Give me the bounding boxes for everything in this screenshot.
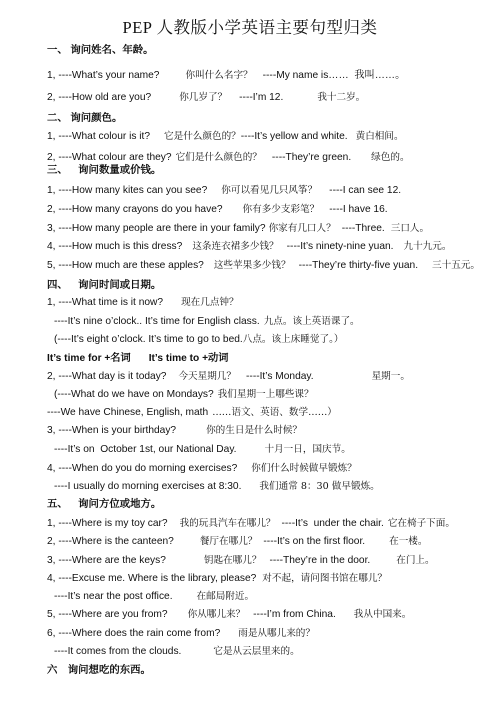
answer-text: ----They’re in the door. (269, 555, 371, 566)
sentence-line (47, 238, 480, 256)
answer-text: ----It’s yellow and white. (240, 131, 348, 142)
document-title: PEP 人教版小学英语主要句型归类 (122, 18, 378, 37)
sentence-line (54, 386, 480, 404)
translation-text: 今天星期几？ (178, 371, 237, 382)
question-text: 2, ----What day is it today? (47, 371, 167, 382)
translation-text: 雨是从哪儿来的？ (238, 628, 315, 639)
translation-text: 你们什么时候做早锻炼？ (251, 463, 357, 474)
translation-text: 十月一日，国庆节。 (264, 444, 351, 455)
answer-text: (----It’s eight o’clock. It’s time to go to bed. (54, 334, 243, 345)
section-heading-food: 六 询问想吃的东西。 (47, 665, 151, 676)
translation-text: 你有多少支彩笔？ (242, 204, 320, 215)
answer-text: ----Three. (341, 223, 385, 234)
translation-text: 你从哪儿来？ (187, 609, 246, 620)
translation-text: 我从中国来。 (353, 609, 412, 620)
section-heading-location: 五、 询问方位或地方。 (47, 499, 162, 510)
question-text: 4, ----When do you do morning exercises? (47, 463, 238, 474)
sentence-line (47, 294, 480, 312)
answer-text: ----My name is…… 我叫……。 (262, 70, 406, 81)
question-text: 3, ----When is your birthday? (47, 425, 177, 436)
sentence-line (54, 331, 480, 349)
section-heading-color: 二、 询问颜色。 (47, 113, 123, 124)
translation-text: 我的玩具汽车在哪儿？ (179, 518, 276, 529)
sentence-line (47, 201, 480, 219)
translation-text: 绿色的。 (371, 152, 410, 163)
sentence-line (54, 643, 480, 661)
sentence-line (47, 552, 480, 570)
translation-text: 对不起，请问图书馆在哪儿？ (262, 573, 388, 584)
translation-text: 在邮局附近。 (196, 591, 255, 602)
question-text: 4, ----Excuse me. Where is the library, please? (47, 573, 257, 584)
translation-text: 九十九元。 (403, 241, 452, 252)
translation-text: 你家有几口人？ (268, 223, 336, 234)
translation-text: 你可以看见几只风筝？ (221, 185, 318, 196)
question-text: 5, ----Where are you from? (47, 609, 168, 620)
translation-text: 九点。该上英语课了。 (263, 316, 360, 327)
translation-text: 这条连衣裙多少钱？ (192, 241, 279, 252)
section-heading-name-age: 一、 询问姓名、年龄。 (47, 45, 154, 56)
grammar-rule-text: It’s time for +名词 (47, 353, 131, 364)
translation-text: 现在几点钟？ (181, 297, 239, 308)
sentence-line (54, 313, 480, 331)
question-text: 1, ----What colour is it? (47, 131, 151, 142)
translation-text: 我们通常 8：30 做早锻炼。 (259, 481, 380, 492)
sentence-line (47, 368, 480, 386)
translation-text: 黄白相间。 (355, 131, 404, 142)
translation-text: 我们星期一上哪些课？ (217, 389, 314, 400)
translation-text: 它是从云层里来的。 (213, 646, 300, 657)
translation-text: 这些苹果多少钱？ (213, 260, 291, 271)
question-text: 1, ----What time is it now? (47, 297, 164, 308)
answer-text: ----It’s near the post office. (54, 591, 173, 602)
question-text: 3, ----Where are the keys? (47, 555, 166, 566)
answer-text: ----We have Chinese, English, math (47, 407, 209, 418)
question-text: 5, ----How much are these apples? (47, 260, 204, 271)
sentence-line (47, 422, 480, 440)
question-text: 1, ----Where is my toy car? (47, 518, 168, 529)
grammar-rule-text: It’s time to +动词 (148, 353, 229, 364)
translation-text: 三口人。 (390, 223, 430, 234)
sentence-line (47, 625, 480, 643)
answer-text: ----I can see 12. (329, 185, 402, 196)
translation-text: 你几岁了？ (179, 92, 228, 103)
question-text: 2, ----How old are you? (47, 92, 152, 103)
translation-text: 钥匙在哪儿？ (203, 555, 262, 566)
translation-text: ……语文、英语、数学……） (212, 407, 337, 418)
sentence-line (47, 515, 480, 533)
question-text: 3, ----How many people are there in your family? (47, 223, 266, 234)
sentence-line (47, 220, 480, 238)
question-text: 1, ----What’s your name? (47, 70, 160, 81)
sentence-line (47, 67, 480, 85)
translation-text: 你叫什么名字？ (185, 70, 253, 81)
answer-text: ----I’m 12. (239, 92, 284, 103)
sentence-line (54, 441, 480, 459)
translation-text: 它是什么颜色的？ (164, 131, 241, 142)
translation-text: 八点。该上床睡觉了。） (242, 334, 344, 345)
answer-text: ----It’s under the chair. (281, 518, 384, 529)
question-text: 6, ----Where does the rain come from? (47, 628, 221, 639)
translation-text: 在一楼。 (389, 536, 428, 547)
section-heading-quantity-price: 三、 询问数量或价钱。 (47, 165, 162, 176)
section-heading-time-date: 四、 询问时间或日期。 (47, 280, 162, 291)
answer-text: ----It’s nine o’clock.. It’s time for English class. (54, 316, 260, 327)
translation-text: 我十二岁。 (317, 92, 366, 103)
question-text: 2, ----What colour are they? (47, 152, 172, 163)
translation-text: 星期一。 (371, 371, 410, 382)
translation-text: 它在椅子下面。 (387, 518, 455, 529)
translation-text: 在门上。 (396, 555, 435, 566)
translation-text: 三十五元。 (432, 260, 481, 271)
answer-text: ----It comes from the clouds. (54, 646, 182, 657)
question-text: (----What do we have on Mondays? (54, 389, 214, 400)
translation-text: 餐厅在哪儿？ (199, 536, 258, 547)
sentence-line (47, 257, 480, 275)
sentence-line (47, 606, 480, 624)
sentence-line (47, 460, 480, 478)
answer-text: ----I have 16. (329, 204, 388, 215)
answer-text: ----I usually do morning exercises at 8:30. (54, 481, 242, 492)
question-text: 1, ----How many kites can you see? (47, 185, 208, 196)
sentence-line (47, 128, 480, 146)
sentence-line (54, 588, 480, 606)
answer-text: ----They’re thirty-five yuan. (298, 260, 419, 271)
grammar-note (47, 350, 480, 368)
answer-text: ----It’s on October 1st, our National Day. (54, 444, 237, 455)
answer-text: ----It’s Monday. (246, 371, 314, 382)
translation-text: 你的生日是什么时候？ (206, 425, 303, 436)
question-text: 2, ----Where is the canteen? (47, 536, 174, 547)
question-text: 4, ----How much is this dress? (47, 241, 183, 252)
answer-text: ----It’s ninety-nine yuan. (286, 241, 394, 252)
question-text: 2, ----How many crayons do you have? (47, 204, 223, 215)
translation-text: 它们是什么颜色的？ (175, 152, 262, 163)
answer-text: ----It’s on the first floor. (263, 536, 366, 547)
answer-text: ----They’re green. (271, 152, 352, 163)
sentence-line (47, 533, 480, 551)
sentence-line (47, 404, 480, 422)
answer-text: ----I’m from China. (253, 609, 336, 620)
sentence-line (47, 182, 480, 200)
sentence-line (54, 478, 480, 496)
sentence-line (47, 89, 480, 107)
sentence-line (47, 570, 480, 588)
